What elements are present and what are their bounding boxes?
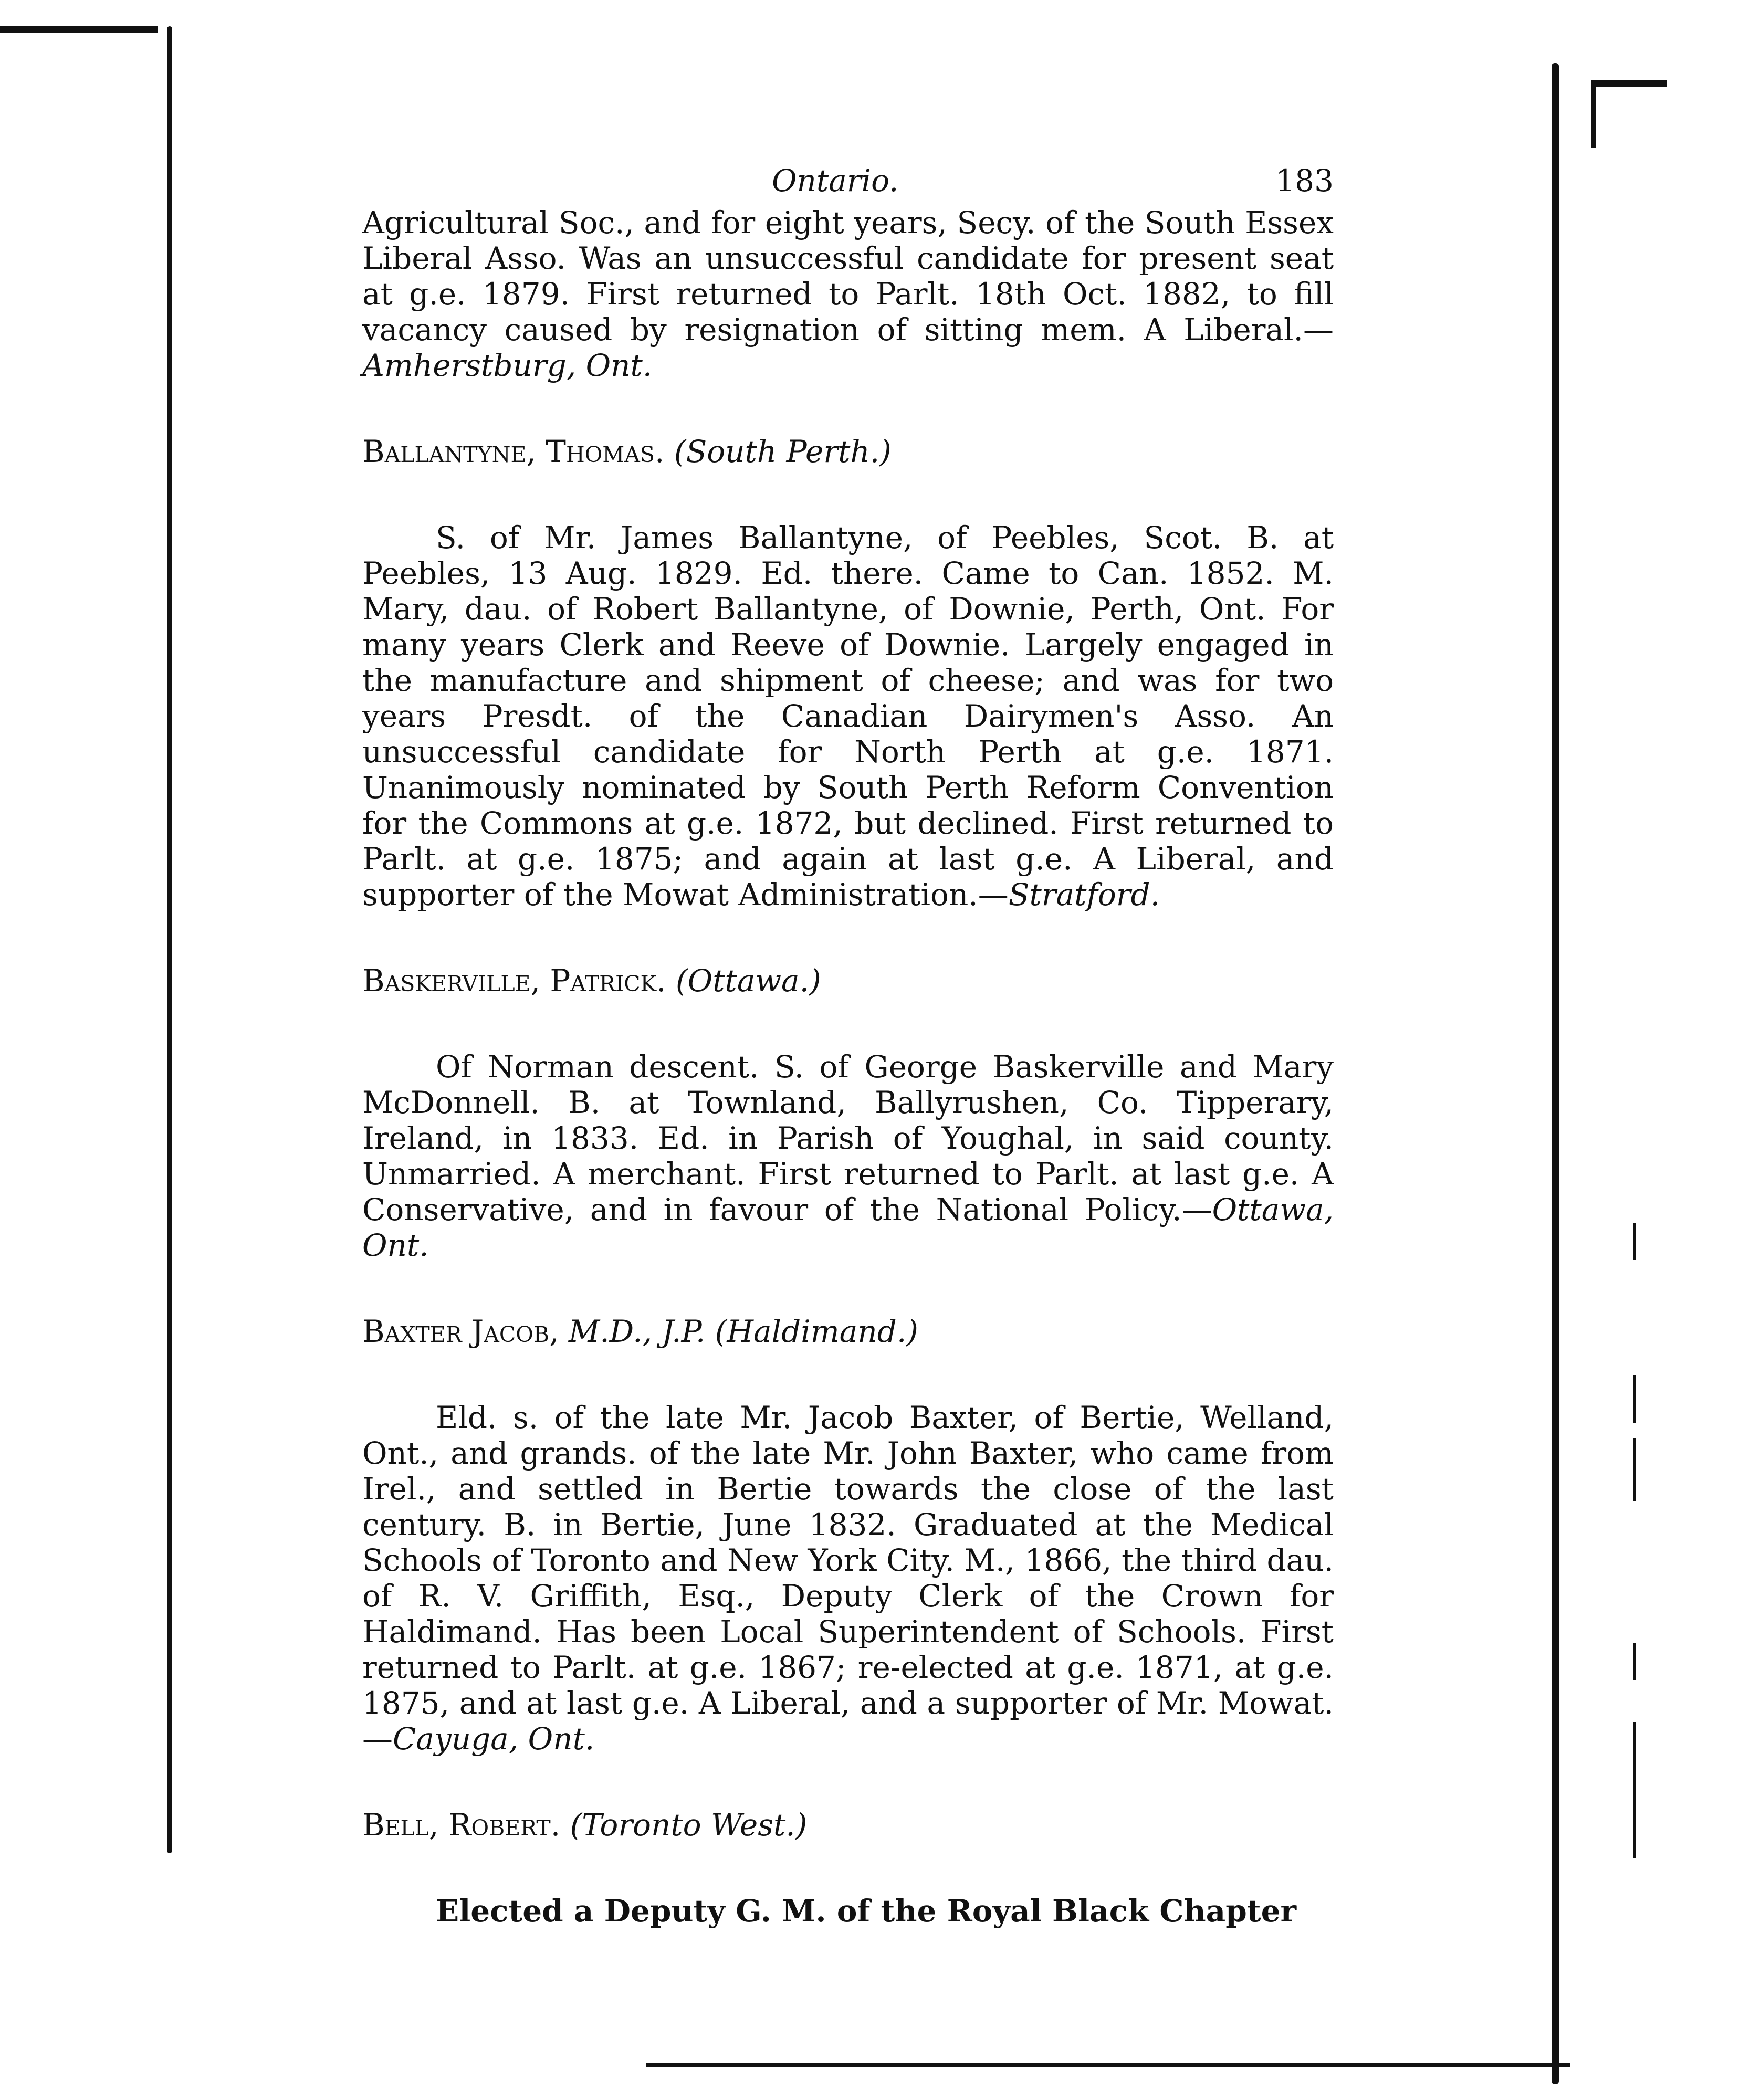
entry-text xyxy=(362,520,1334,912)
scan-mark xyxy=(1633,1643,1636,1680)
entry-residence: Amherstburg, Ont. xyxy=(362,348,653,383)
entry-heading xyxy=(362,434,1334,469)
entry-text xyxy=(362,1400,1334,1757)
entry-name: Ballantyne, Thomas. xyxy=(362,434,665,469)
entry-residence: Cayuga, Ont. xyxy=(393,1721,595,1757)
scan-edge-left xyxy=(167,26,172,1853)
entry-body: Eld. s. of the late Mr. Jacob Baxter, of Bertie, Welland, Ont., and grands. of the late Mr. John Baxter, who came from Irel., and settled in Bertie towards the close of the last century. B. in Bertie, June 1832. Graduated at the Medical Schools of Toronto and New York City. M., 1866, the third dau. of R. V. Griffith, Esq., Deputy Clerk of the Crown for Haldimand. Has been Local Superintendent of Schools. First returned to Parlt. at g.e. 1867; re-elected at g.e. 1871, at g.e. 1875, and at last g.e. A Liberal, and a supporter of Mr. Mowat.— xyxy=(362,1400,1334,1757)
entry-name: Bell, Robert. xyxy=(362,1807,561,1843)
entry-constituency: (Ottawa.) xyxy=(676,963,821,999)
scan-mark xyxy=(1633,1438,1636,1502)
entry-continuation xyxy=(362,205,1334,383)
scan-mark xyxy=(1633,1223,1636,1260)
entry-residence: Ottawa, Ont. xyxy=(362,1192,1334,1263)
entry-heading xyxy=(362,963,1334,999)
running-head xyxy=(362,158,1334,205)
entry-text xyxy=(362,1893,1334,1929)
entry-body: Of Norman descent. S. of George Baskerville and Mary McDonnell. B. at Townland, Ballyrushen, Co. Tipperary, Ireland, in 1833. Ed. in Parish of Youghal, in said county. Unmarried. A merchant. First returned to Parlt. at last g.e. A Conservative, and in favour of the National Policy.— xyxy=(362,1049,1334,1227)
entry-name: Baskerville, Patrick. xyxy=(362,963,666,999)
entry-body: Elected a Deputy G. M. of the Royal Black Chapter xyxy=(436,1893,1297,1929)
scan-mark xyxy=(1591,80,1667,87)
entry-heading xyxy=(362,1807,1334,1843)
entry-body: S. of Mr. James Ballantyne, of Peebles, Scot. B. at Peebles, 13 Aug. 1829. Ed. there. Came to Can. 1852. M. Mary, dau. of Robert Ballantyne, of Downie, Perth, Ont. For many years Clerk and Reeve of Downie. Largely engaged in the manufacture and shipment of cheese; and was for two years Presdt. of the Canadian Dairymen's Asso. An unsuccessful candidate for North Perth at g.e. 1871. Unanimously nominated by South Perth Reform Convention for the Commons at g.e. 1872, but declined. First returned to Parlt. at g.e. 1875; and again at last g.e. A Liberal, and supporter of the Mowat Administration.— xyxy=(362,520,1334,912)
entry-title: M.D., J.P. xyxy=(568,1314,706,1349)
scan-mark xyxy=(0,26,158,33)
entry-heading xyxy=(362,1314,1334,1349)
entry-text xyxy=(362,1049,1334,1263)
entry-constituency: (South Perth.) xyxy=(674,434,892,469)
entry-body: Agricultural Soc., and for eight years, Secy. of the South Essex Liberal Asso. Was an unsuccessful candidate for present seat at g.e. 1879. First returned to Parlt. 18th Oct. 1882, to fill vacancy caused by resignation of sitting mem. A Liberal.— xyxy=(362,205,1334,348)
entry-residence: Stratford. xyxy=(1008,877,1160,912)
scan-mark xyxy=(1591,80,1596,148)
scan-mark xyxy=(1633,1722,1636,1858)
entry-constituency: (Haldimand.) xyxy=(715,1314,918,1349)
entry-constituency: (Toronto West.) xyxy=(570,1807,808,1843)
scan-edge-bottom xyxy=(646,2063,1570,2067)
running-title: Ontario. xyxy=(772,163,899,198)
scan-edge-right xyxy=(1552,63,1559,2084)
page-body xyxy=(362,158,1334,1929)
scan-mark xyxy=(1633,1376,1636,1423)
page-number: 183 xyxy=(1275,163,1334,198)
entry-name: Baxter Jacob, xyxy=(362,1314,559,1349)
